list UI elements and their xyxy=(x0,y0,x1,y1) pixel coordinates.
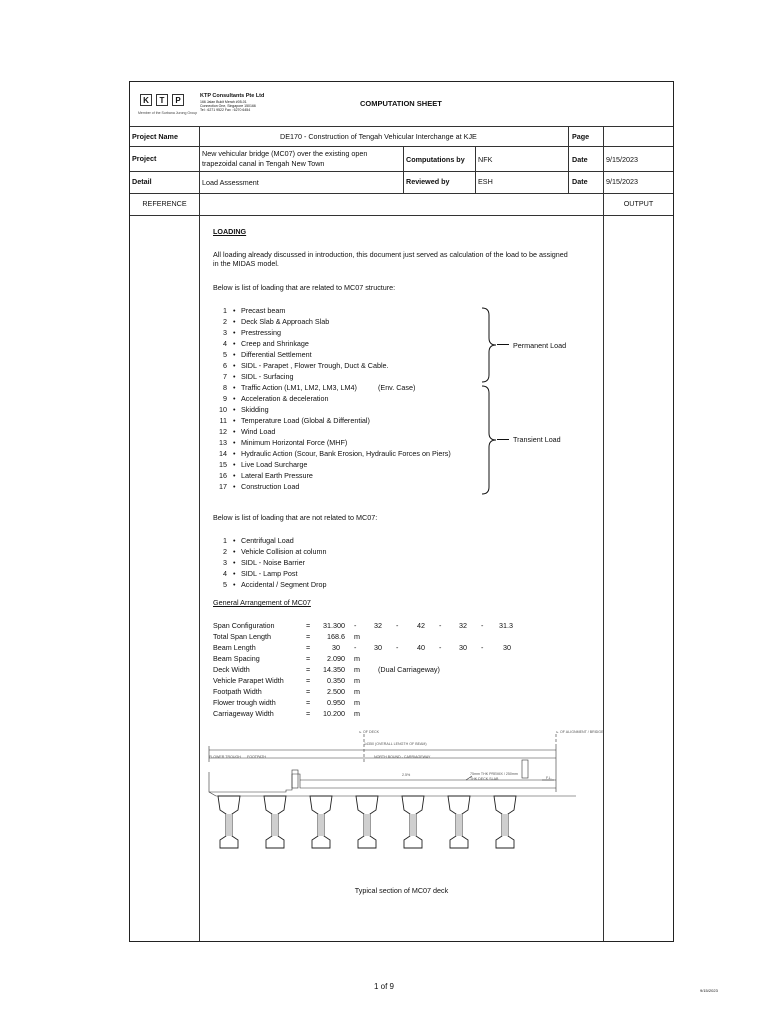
parameter-value: 30 xyxy=(374,643,382,652)
drawing-label: ⊾ OF ALIGNMENT / BRIDGE xyxy=(556,730,604,734)
page-indicator: 1 of 9 xyxy=(373,982,394,991)
divider xyxy=(568,126,569,193)
bullet-icon: • xyxy=(233,339,236,348)
reviewed-by-label: Reviewed by xyxy=(406,177,450,186)
list-item-text: Temperature Load (Global & Differential) xyxy=(241,416,370,425)
related-intro: Below is list of loading that are related to MC07 structure: xyxy=(213,283,396,292)
list-item-number: 14 xyxy=(219,449,227,458)
company-logo xyxy=(140,94,200,108)
parameter-row xyxy=(213,697,533,708)
list-item-number: 2 xyxy=(223,547,227,556)
transient-load-arrow xyxy=(497,439,509,440)
parameter-equals: = xyxy=(306,643,311,652)
page-label: Page xyxy=(572,132,590,141)
date-label: Date xyxy=(572,177,588,186)
list-item-number: 8 xyxy=(223,383,227,392)
list-item-number: 3 xyxy=(223,558,227,567)
bullet-icon: • xyxy=(233,416,236,425)
list-item-text: SIDL - Lamp Post xyxy=(241,569,298,578)
parameter-unit: m xyxy=(354,687,360,696)
parameter-row xyxy=(213,653,533,664)
detail-value: Load Assessment xyxy=(202,178,259,187)
bullet-icon: • xyxy=(233,449,236,458)
parameter-unit: m xyxy=(354,665,360,674)
parameter-label: Span Configuration xyxy=(213,621,275,630)
bullet-icon: • xyxy=(233,569,236,578)
parameter-equals: = xyxy=(306,665,311,674)
sheet-title: COMPUTATION SHEET xyxy=(360,99,442,108)
parameter-sep: - xyxy=(354,621,357,630)
parameter-unit: m xyxy=(354,709,360,718)
list-item-text: Differential Settlement xyxy=(241,350,312,359)
drawing-label: 75mm THK PREMIX / 250mm THK DECK SLAB xyxy=(470,772,518,781)
loading-heading: LOADING xyxy=(213,227,247,236)
transient-load-brace xyxy=(481,385,497,495)
parameter-sep: - xyxy=(396,643,399,652)
parameter-equals: = xyxy=(306,709,311,718)
divider xyxy=(130,193,673,194)
parameter-value: 2.500 xyxy=(327,687,345,696)
project-name-label: Project Name xyxy=(132,132,178,141)
parameter-value: 31.3 xyxy=(499,621,513,630)
list-item-text: SIDL - Parapet , Flower Trough, Duct & Cable. xyxy=(241,361,389,370)
list-item-text: Wind Load xyxy=(241,427,276,436)
bullet-icon: • xyxy=(233,471,236,480)
bullet-icon: • xyxy=(233,558,236,567)
list-item-text: Hydraulic Action (Scour, Bank Erosion, Hydraulic Forces on Piers) xyxy=(241,449,451,458)
parameter-value: 30 xyxy=(459,643,467,652)
list-item-number: 16 xyxy=(219,471,227,480)
parameter-label: Footpath Width xyxy=(213,687,262,696)
parameter-unit: m xyxy=(354,654,360,663)
parameter-label: Carriageway Width xyxy=(213,709,274,718)
bullet-icon: • xyxy=(233,328,236,337)
detail-label: Detail xyxy=(132,177,152,186)
parameter-label: Total Span Length xyxy=(213,632,271,641)
related-load-list xyxy=(213,305,513,495)
bullet-icon: • xyxy=(233,460,236,469)
list-item-number: 4 xyxy=(223,569,227,578)
parameter-label: Beam Length xyxy=(213,643,256,652)
list-item-number: 17 xyxy=(219,482,227,491)
reviewed-by-value: ESH xyxy=(478,177,493,186)
deck-cross-section xyxy=(204,730,599,870)
list-item-number: 10 xyxy=(219,405,227,414)
parameters-table xyxy=(213,620,598,720)
bullet-icon: • xyxy=(233,427,236,436)
parameter-row xyxy=(213,708,533,719)
bullet-icon: • xyxy=(233,394,236,403)
drawing-label: FLOWER TROUGH xyxy=(209,755,241,759)
deck-section-drawing xyxy=(204,730,604,870)
parameter-value: 0.950 xyxy=(327,698,345,707)
drawing-label: 2.5% xyxy=(402,773,411,777)
parameter-label: Flower trough width xyxy=(213,698,276,707)
bullet-icon: • xyxy=(233,383,236,392)
date-value: 9/15/2023 xyxy=(606,155,638,164)
logo-letter-k: K xyxy=(140,94,152,106)
parameter-unit: m xyxy=(354,698,360,707)
bullet-icon: • xyxy=(233,536,236,545)
parameter-sep: - xyxy=(396,621,399,630)
intro-paragraph-line1: All loading already discussed in introduction, this document just served as calculation of the load to be assigned xyxy=(213,250,568,259)
divider xyxy=(130,171,673,172)
date-label: Date xyxy=(572,155,588,164)
not-related-load-list xyxy=(213,535,513,595)
bullet-icon: • xyxy=(233,482,236,491)
drawing-label: NORTH BOUND - CARRIAGEWAY xyxy=(374,755,431,759)
parameter-unit: m xyxy=(354,676,360,685)
list-item-number: 5 xyxy=(223,350,227,359)
parameter-label: Deck Width xyxy=(213,665,250,674)
drawing-label: FOOTPATH xyxy=(247,755,267,759)
list-item-text: SIDL - Surfacing xyxy=(241,372,294,381)
computation-sheet xyxy=(129,81,674,942)
project-label: Project xyxy=(132,154,157,163)
parameter-sep: - xyxy=(481,643,484,652)
list-item-text: SIDL - Noise Barrier xyxy=(241,558,306,567)
list-item-number: 9 xyxy=(223,394,227,403)
parameter-value: 40 xyxy=(417,643,425,652)
list-item-number: 7 xyxy=(223,372,227,381)
parameter-value: 168.6 xyxy=(327,632,345,641)
list-item-text: Centrifugal Load xyxy=(241,536,294,545)
list-item-text: Acceleration & deceleration xyxy=(241,394,329,403)
list-item-text: Deck Slab & Approach Slab xyxy=(241,317,330,326)
divider xyxy=(130,146,673,147)
project-value-line2: trapezoidal canal in Tengah New Town xyxy=(202,159,325,168)
computations-by-value: NFK xyxy=(478,155,493,164)
divider xyxy=(130,126,673,127)
bullet-icon: • xyxy=(233,306,236,315)
print-date: 9/15/2023 xyxy=(700,988,718,993)
parameter-sep: - xyxy=(439,621,442,630)
permanent-load-brace xyxy=(481,307,497,383)
list-item-number: 1 xyxy=(223,306,227,315)
list-item-number: 3 xyxy=(223,328,227,337)
parameter-equals: = xyxy=(306,676,311,685)
parameter-value: 10.200 xyxy=(323,709,345,718)
project-value-line1: New vehicular bridge (MC07) over the existing open xyxy=(202,149,368,158)
company-address-2: Connection One, Singapore 150166 xyxy=(200,104,256,108)
company-name: KTP Consultants Pte Ltd xyxy=(200,93,265,99)
parameter-row xyxy=(213,675,533,686)
parameter-sep: - xyxy=(354,643,357,652)
list-item-number: 15 xyxy=(219,460,227,469)
parameter-equals: = xyxy=(306,621,311,630)
bullet-icon: • xyxy=(233,438,236,447)
parameter-value: 32 xyxy=(374,621,382,630)
bullet-icon: • xyxy=(233,361,236,370)
divider xyxy=(199,126,200,941)
logo-letter-t: T xyxy=(156,94,168,106)
parameter-value: 30 xyxy=(332,643,340,652)
bullet-icon: • xyxy=(233,580,236,589)
bullet-icon: • xyxy=(233,317,236,326)
divider xyxy=(475,146,476,193)
parameter-label: Vehicle Parapet Width xyxy=(213,676,284,685)
parameter-row xyxy=(213,620,533,631)
list-item-text: Construction Load xyxy=(241,482,300,491)
parameter-value: 30 xyxy=(503,643,511,652)
drawing-label: ⊾ OF DECK xyxy=(359,730,379,734)
parameter-value: 14.350 xyxy=(323,665,345,674)
divider xyxy=(403,146,404,193)
list-item-text: Live Load Surcharge xyxy=(241,460,308,469)
permanent-load-arrow xyxy=(497,344,509,345)
list-item-text: Prestressing xyxy=(241,328,281,337)
parameter-row xyxy=(213,686,533,697)
reference-header: REFERENCE xyxy=(142,199,187,208)
list-item-text: Vehicle Collision at column xyxy=(241,547,327,556)
drawing-label: F.L. xyxy=(546,776,552,780)
list-item-number: 12 xyxy=(219,427,227,436)
company-address-1: 166 Jalan Bukit Merah #05-01 xyxy=(200,100,247,104)
list-item-number: 11 xyxy=(219,416,227,425)
parameter-equals: = xyxy=(306,687,311,696)
parameter-value: 32 xyxy=(459,621,467,630)
general-arrangement-heading: General Arrangement of MC07 xyxy=(213,598,311,607)
divider xyxy=(603,126,604,941)
parameter-value: 0.350 xyxy=(327,676,345,685)
list-item-text: Minimum Horizontal Force (MHF) xyxy=(241,438,348,447)
logo-tagline: Member of the Surbana Jurong Group xyxy=(138,111,198,115)
list-item-text: Accidental / Segment Drop xyxy=(241,580,327,589)
parameter-value: 42 xyxy=(417,621,425,630)
parameter-sep: - xyxy=(481,621,484,630)
list-item-text: Lateral Earth Pressure xyxy=(241,471,313,480)
permanent-load-label: Permanent Load xyxy=(513,341,567,350)
transient-load-label: Transient Load xyxy=(513,435,561,444)
output-header: OUTPUT xyxy=(623,199,654,208)
bullet-icon: • xyxy=(233,405,236,414)
computations-by-label: Computations by xyxy=(406,155,465,164)
drawing-label: 14350 (OVERALL LENGTH OF BEAM) xyxy=(364,742,427,746)
not-related-intro: Below is list of loading that are not related to MC07: xyxy=(213,513,378,522)
list-item-text: Creep and Shrinkage xyxy=(241,339,309,348)
bullet-icon: • xyxy=(233,547,236,556)
divider xyxy=(130,215,673,216)
project-name-value: DE170 - Construction of Tengah Vehicular Interchange at KJE xyxy=(280,132,477,141)
list-item-text: Traffic Action (LM1, LM2, LM3, LM4) xyxy=(241,383,357,392)
bullet-icon: • xyxy=(233,350,236,359)
list-item-number: 1 xyxy=(223,536,227,545)
parameter-equals: = xyxy=(306,632,311,641)
date-value: 9/15/2023 xyxy=(606,177,638,186)
parameter-unit: m xyxy=(354,632,360,641)
parameter-equals: = xyxy=(306,698,311,707)
parameter-equals: = xyxy=(306,654,311,663)
bullet-icon: • xyxy=(233,372,236,381)
parameter-value: 2.090 xyxy=(327,654,345,663)
parameter-row xyxy=(213,664,533,675)
logo-letter-p: P xyxy=(172,94,184,106)
list-item-text: Skidding xyxy=(241,405,269,414)
parameter-value: 31.300 xyxy=(323,621,345,630)
parameter-row xyxy=(213,631,533,642)
env-case-note: (Env. Case) xyxy=(378,383,416,392)
parameter-row xyxy=(213,642,533,653)
list-item-number: 6 xyxy=(223,361,227,370)
company-phone: Tel : 6271 9522 Fax : 6270 6454 xyxy=(200,108,251,112)
drawing-caption: Typical section of MC07 deck xyxy=(354,886,449,895)
list-item-number: 5 xyxy=(223,580,227,589)
list-item-text: Precast beam xyxy=(241,306,286,315)
parameter-note: (Dual Carriageway) xyxy=(378,665,440,674)
list-item-number: 13 xyxy=(219,438,227,447)
list-item-number: 4 xyxy=(223,339,227,348)
list-item-number: 2 xyxy=(223,317,227,326)
parameter-label: Beam Spacing xyxy=(213,654,260,663)
parameter-sep: - xyxy=(439,643,442,652)
intro-paragraph-line2: in the MIDAS model. xyxy=(213,259,279,268)
